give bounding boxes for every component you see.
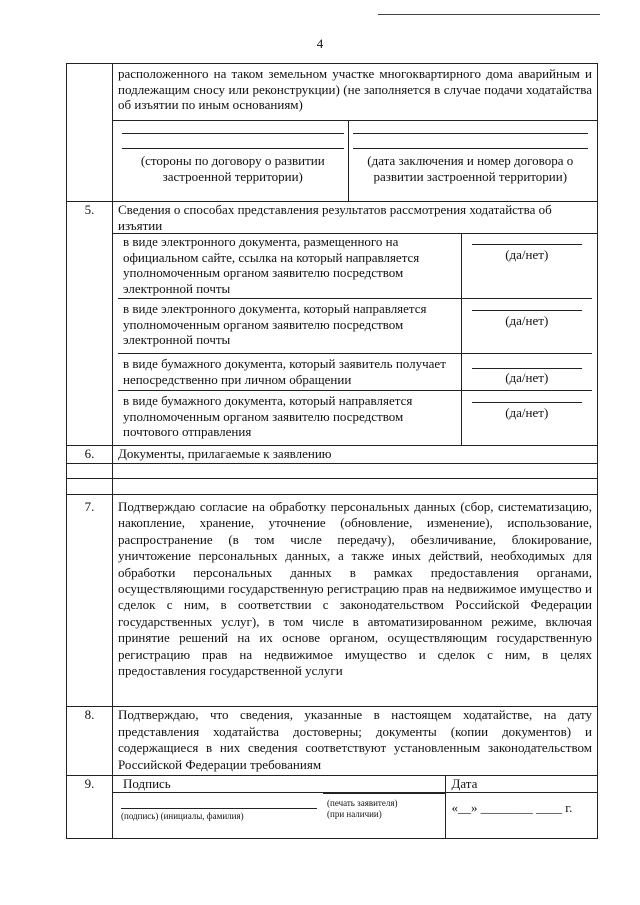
option-2-answer-label: (да/нет) xyxy=(505,313,549,328)
option-4-text: в виде бумажного документа, который направляется уполномоченным органом заявителю посредством почтового отправления xyxy=(118,391,461,446)
continuation-text: расположенного на таком земельном участке многоквартирного дома аварийным и подлежащим сносу или реконструкции) (не заполняется в случае подачи ходатайства об изъятии по иным основаниям) xyxy=(113,64,598,121)
date-label: Дата xyxy=(445,776,592,792)
option-2-text: в виде электронного документа, который направляется уполномоченным органом заявителю посредством электронной почты xyxy=(118,299,461,354)
row-9 xyxy=(67,776,598,793)
stamp-caption-2: (при наличии) xyxy=(327,809,382,819)
row-5-options xyxy=(67,234,598,446)
row-6-title: Документы, прилагаемые к заявлению xyxy=(113,446,598,464)
date-field[interactable]: «__» ________ ____ г. xyxy=(451,799,573,815)
parties-field-line-2[interactable] xyxy=(122,148,344,149)
contract-date-field-line-2[interactable] xyxy=(353,148,589,149)
contract-date-caption: (дата заключения и номер договора о развитии застроенной территории) xyxy=(367,153,574,184)
option-3-answer-label: (да/нет) xyxy=(505,370,549,385)
row-9-number: 9. xyxy=(67,776,113,839)
signature-field-line[interactable] xyxy=(121,808,317,809)
row-7-number: 7. xyxy=(67,495,113,707)
option-row-3 xyxy=(118,354,592,391)
signature-caption: (подпись) (инициалы, фамилия) xyxy=(121,810,244,821)
option-row-4 xyxy=(118,391,592,446)
option-row-1 xyxy=(118,234,592,299)
row-8-confirmation-text: Подтверждаю, что сведения, указанные в настоящем ходатайстве, на дату представления ходатайства достоверны; документы (копии документов) и содержащиеся в них сведения соответствуют установленным законодательством Российской Федерации требованиям xyxy=(113,707,598,776)
parties-caption: (стороны по договору о развитии застроенной территории) xyxy=(140,153,325,184)
attachment-field-2[interactable] xyxy=(113,479,598,495)
row-9-fields xyxy=(67,793,598,839)
option-3-text: в виде бумажного документа, который заявитель получает непосредственно при личном обращении xyxy=(118,354,461,391)
option-1-answer-line[interactable] xyxy=(472,244,583,245)
top-rule xyxy=(378,14,600,15)
row-6 xyxy=(67,446,598,464)
row-6-attachment-2 xyxy=(67,479,598,495)
page-number: 4 xyxy=(316,36,324,51)
row-8-number: 8. xyxy=(67,707,113,776)
option-2-answer-line[interactable] xyxy=(472,310,583,311)
row-5 xyxy=(67,202,598,234)
attachment-field-1[interactable] xyxy=(113,464,598,479)
option-4-answer-label: (да/нет) xyxy=(505,405,549,420)
option-row-2 xyxy=(118,299,592,354)
row-contract-parties xyxy=(67,121,598,202)
signature-label: Подпись xyxy=(123,776,171,791)
row-8 xyxy=(67,707,598,776)
option-1-answer-label: (да/нет) xyxy=(505,247,549,262)
row-6-attachment-1 xyxy=(67,464,598,479)
row-5-number: 5. xyxy=(67,202,113,446)
option-3-answer-line[interactable] xyxy=(472,368,583,369)
option-1-text: в виде электронного документа, размещенного на официальном сайте, ссылка на который направляется уполномоченным органом заявителю посредством электронной почты xyxy=(123,234,420,296)
row-continuation xyxy=(67,64,598,121)
row-7-consent-text: Подтверждаю согласие на обработку персональных данных (сбор, систематизацию, накопление, хранение, уточнение (обновление, изменение), использование, распространение (в том числе передачу), обезличивание, блокирование, уничтожение персональных данных, а также иных действий, необходимых для обработки персональных данных в рамках предоставления органами, осуществляющими государственную регистрацию прав на недвижимое имущество и сделок с ним, в соответствии с законодательством Российской Федерации государственных услуг), в том числе в автоматизированном режиме, включая принятие решений на их основе органом, осуществляющим государственную регистрацию прав на недвижимое имущество и сделок с ним, в целях предоставления государственной услуги xyxy=(113,495,598,707)
row-6-number: 6. xyxy=(67,446,113,464)
option-4-answer-line[interactable] xyxy=(472,402,583,403)
row-7 xyxy=(67,495,598,707)
stamp-caption-1: (печать заявителя) xyxy=(327,798,398,808)
row-5-title: Сведения о способах представления результатов рассмотрения ходатайства об изъятии xyxy=(113,202,598,234)
application-form-table xyxy=(66,63,598,839)
